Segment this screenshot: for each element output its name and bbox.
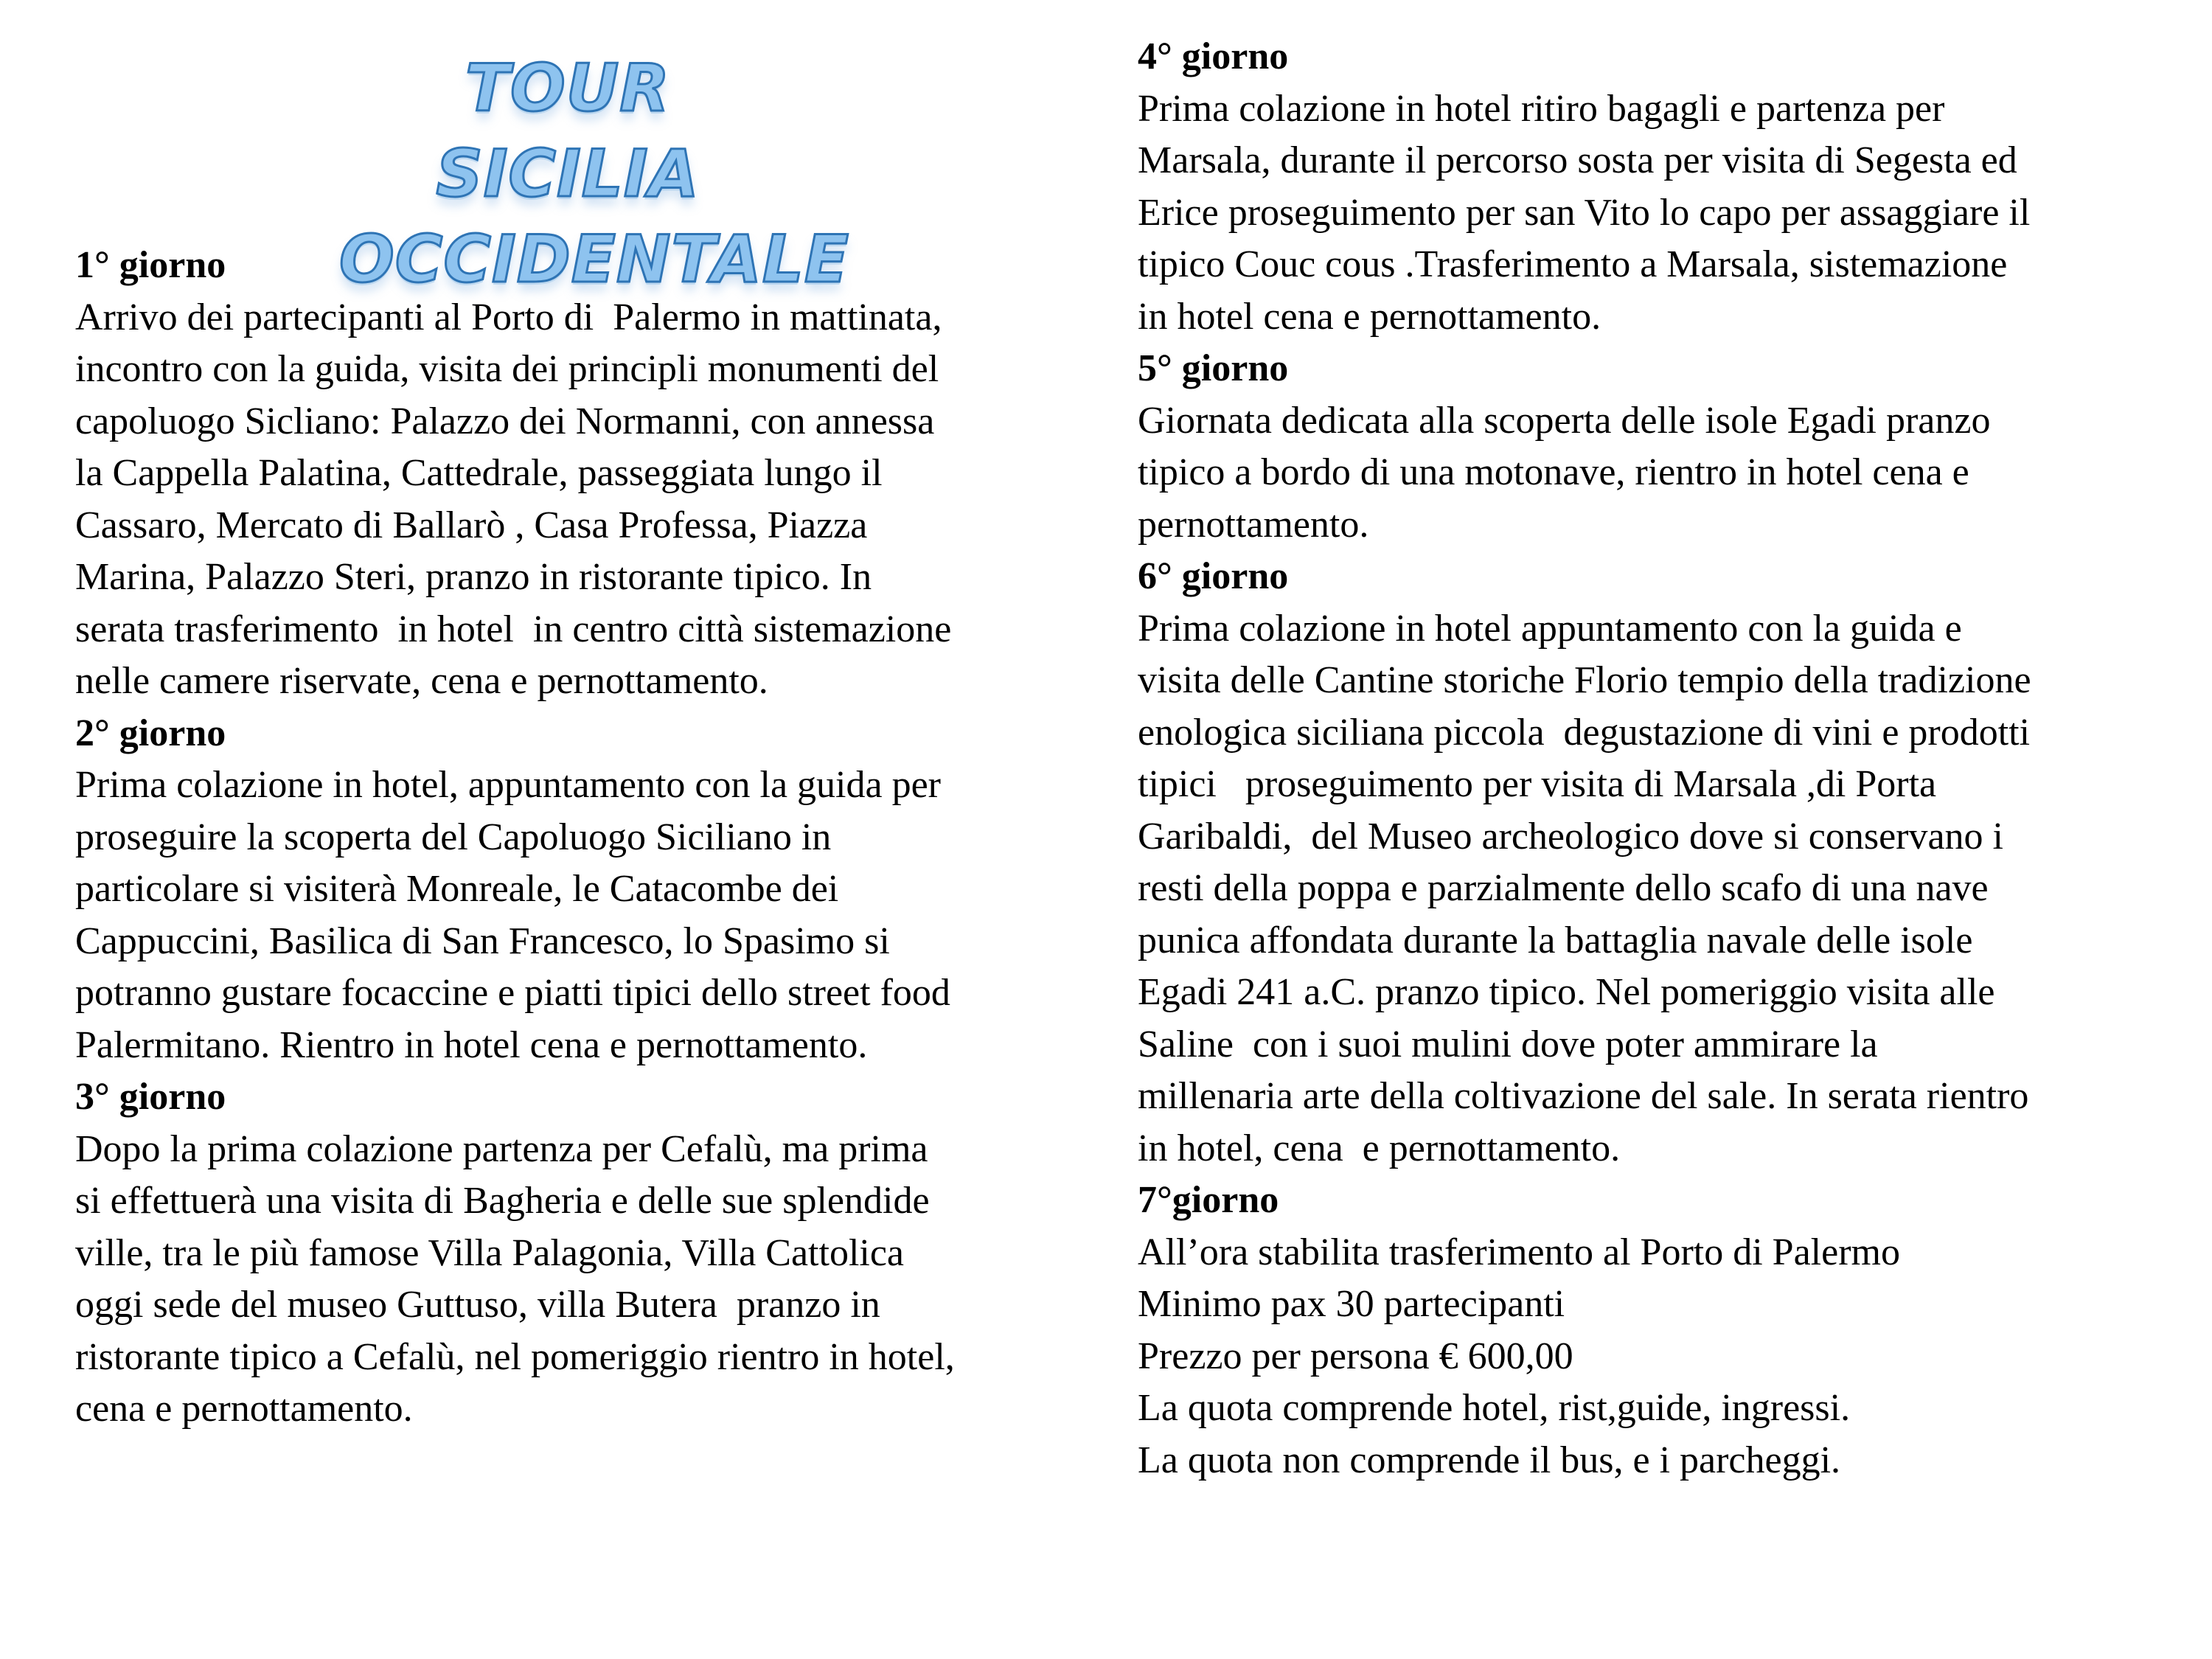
day-1-line: nelle camere riservate, cena e pernottamento. bbox=[75, 660, 768, 702]
day-3-section bbox=[75, 1071, 1093, 1436]
day-6-section bbox=[1138, 551, 2185, 1175]
day-3-line: Dopo la prima colazione partenza per Cefalù, ma prima bbox=[75, 1127, 928, 1170]
day-7-section bbox=[1138, 1175, 2185, 1486]
day-1-line: Marina, Palazzo Steri, pranzo in ristorante tipico. In bbox=[75, 556, 872, 598]
day-4-line: in hotel cena e pernottamento. bbox=[1138, 295, 1601, 338]
day-6-line: enologica siciliana piccola degustazione di vini e prodotti bbox=[1138, 711, 2031, 754]
day-7-heading: 7°giorno bbox=[1138, 1179, 1279, 1221]
day-1-line: serata trasferimento in hotel in centro città sistemazione bbox=[75, 608, 952, 650]
day-1-line: la Cappella Palatina, Cattedrale, passeggiata lungo il bbox=[75, 452, 883, 494]
day-1-line: Cassaro, Mercato di Ballarò , Casa Professa, Piazza bbox=[75, 504, 868, 546]
left-column bbox=[75, 240, 1093, 1436]
price-includes: La quota comprende hotel, rist,guide, ingressi. bbox=[1138, 1387, 1851, 1429]
day-3-line: cena e pernottamento. bbox=[75, 1388, 413, 1430]
day-3-line: ristorante tipico a Cefalù, nel pomeriggio rientro in hotel, bbox=[75, 1335, 955, 1378]
day-1-heading: 1° giorno bbox=[75, 244, 226, 286]
day-2-line: Palermitano. Rientro in hotel cena e pernottamento. bbox=[75, 1023, 868, 1066]
price-per-person: Prezzo per persona € 600,00 bbox=[1138, 1335, 1573, 1377]
day-5-line: tipico a bordo di una motonave, rientro in hotel cena e bbox=[1138, 451, 1969, 493]
day-4-heading: 4° giorno bbox=[1138, 35, 1289, 77]
price-excludes: La quota non comprende il bus, e i parcheggi. bbox=[1138, 1439, 1841, 1481]
title-line-2: OCCIDENTALE bbox=[339, 221, 850, 297]
day-2-heading: 2° giorno bbox=[75, 712, 226, 754]
day-1-line: Arrivo dei partecipanti al Porto di Palermo in mattinata, bbox=[75, 296, 942, 338]
day-3-line: si effettuerà una visita di Bagheria e delle sue splendide bbox=[75, 1180, 930, 1222]
day-6-line: punica affondata durante la battaglia navale delle isole bbox=[1138, 919, 1973, 961]
day-4-line: Erice proseguimento per san Vito lo capo per assaggiare il bbox=[1138, 191, 2031, 234]
day-5-section bbox=[1138, 343, 2185, 551]
day-2-line: proseguire la scoperta del Capoluogo Siciliano in bbox=[75, 815, 832, 858]
day-2-section bbox=[75, 708, 1093, 1072]
day-3-heading: 3° giorno bbox=[75, 1076, 226, 1118]
day-4-line: Marsala, durante il percorso sosta per visita di Segesta ed bbox=[1138, 139, 2017, 181]
day-6-line: visita delle Cantine storiche Florio tempio della tradizione bbox=[1138, 659, 2031, 701]
day-5-heading: 5° giorno bbox=[1138, 347, 1289, 389]
day-6-heading: 6° giorno bbox=[1138, 555, 1289, 597]
day-3-line: oggi sede del museo Guttuso, villa Butera pranzo in bbox=[75, 1284, 880, 1326]
day-6-line: millenaria arte della coltivazione del sale. In serata rientro bbox=[1138, 1075, 2029, 1117]
day-4-line: Prima colazione in hotel ritiro bagagli e partenza per bbox=[1138, 87, 1945, 130]
day-6-line: Egadi 241 a.C. pranzo tipico. Nel pomeriggio visita alle bbox=[1138, 971, 1995, 1013]
day-4-line: tipico Couc cous .Trasferimento a Marsala, sistemazione bbox=[1138, 243, 2008, 285]
day-1-line: capoluogo Sicliano: Palazzo dei Normanni, con annessa bbox=[75, 400, 935, 442]
day-7-line: All’ora stabilita trasferimento al Porto di Palermo bbox=[1138, 1231, 1900, 1273]
day-6-line: resti della poppa e parzialmente dello scafo di una nave bbox=[1138, 867, 1989, 909]
day-4-section bbox=[1138, 31, 2185, 343]
day-3-line: ville, tra le più famose Villa Palagonia, Villa Cattolica bbox=[75, 1231, 904, 1274]
day-5-line: Giornata dedicata alla scoperta delle isole Egadi pranzo bbox=[1138, 399, 1991, 442]
day-2-line: Prima colazione in hotel, appuntamento con la guida per bbox=[75, 764, 941, 806]
minimum-participants: Minimo pax 30 partecipanti bbox=[1138, 1283, 1565, 1325]
day-2-line: Cappuccini, Basilica di San Francesco, lo Spasimo si bbox=[75, 919, 890, 962]
day-5-line: pernottamento. bbox=[1138, 503, 1369, 546]
day-6-line: in hotel, cena e pernottamento. bbox=[1138, 1127, 1621, 1169]
day-6-line: Garibaldi, del Museo archeologico dove si conservano i bbox=[1138, 815, 2003, 858]
day-2-line: potranno gustare focaccine e piatti tipici dello street food bbox=[75, 972, 950, 1014]
day-1-section bbox=[75, 240, 1093, 708]
day-6-line: Saline con i suoi mulini dove poter ammirare la bbox=[1138, 1023, 1878, 1065]
day-6-line: Prima colazione in hotel appuntamento con la guida e bbox=[1138, 607, 1962, 650]
title-line-1: TOUR SICILIA bbox=[436, 50, 700, 212]
day-1-line: incontro con la guida, visita dei principli monumenti del bbox=[75, 348, 939, 390]
day-6-line: tipici proseguimento per visita di Marsala ,di Porta bbox=[1138, 763, 1937, 805]
day-2-line: particolare si visiterà Monreale, le Catacombe dei bbox=[75, 868, 839, 910]
right-column bbox=[1138, 31, 2185, 1486]
